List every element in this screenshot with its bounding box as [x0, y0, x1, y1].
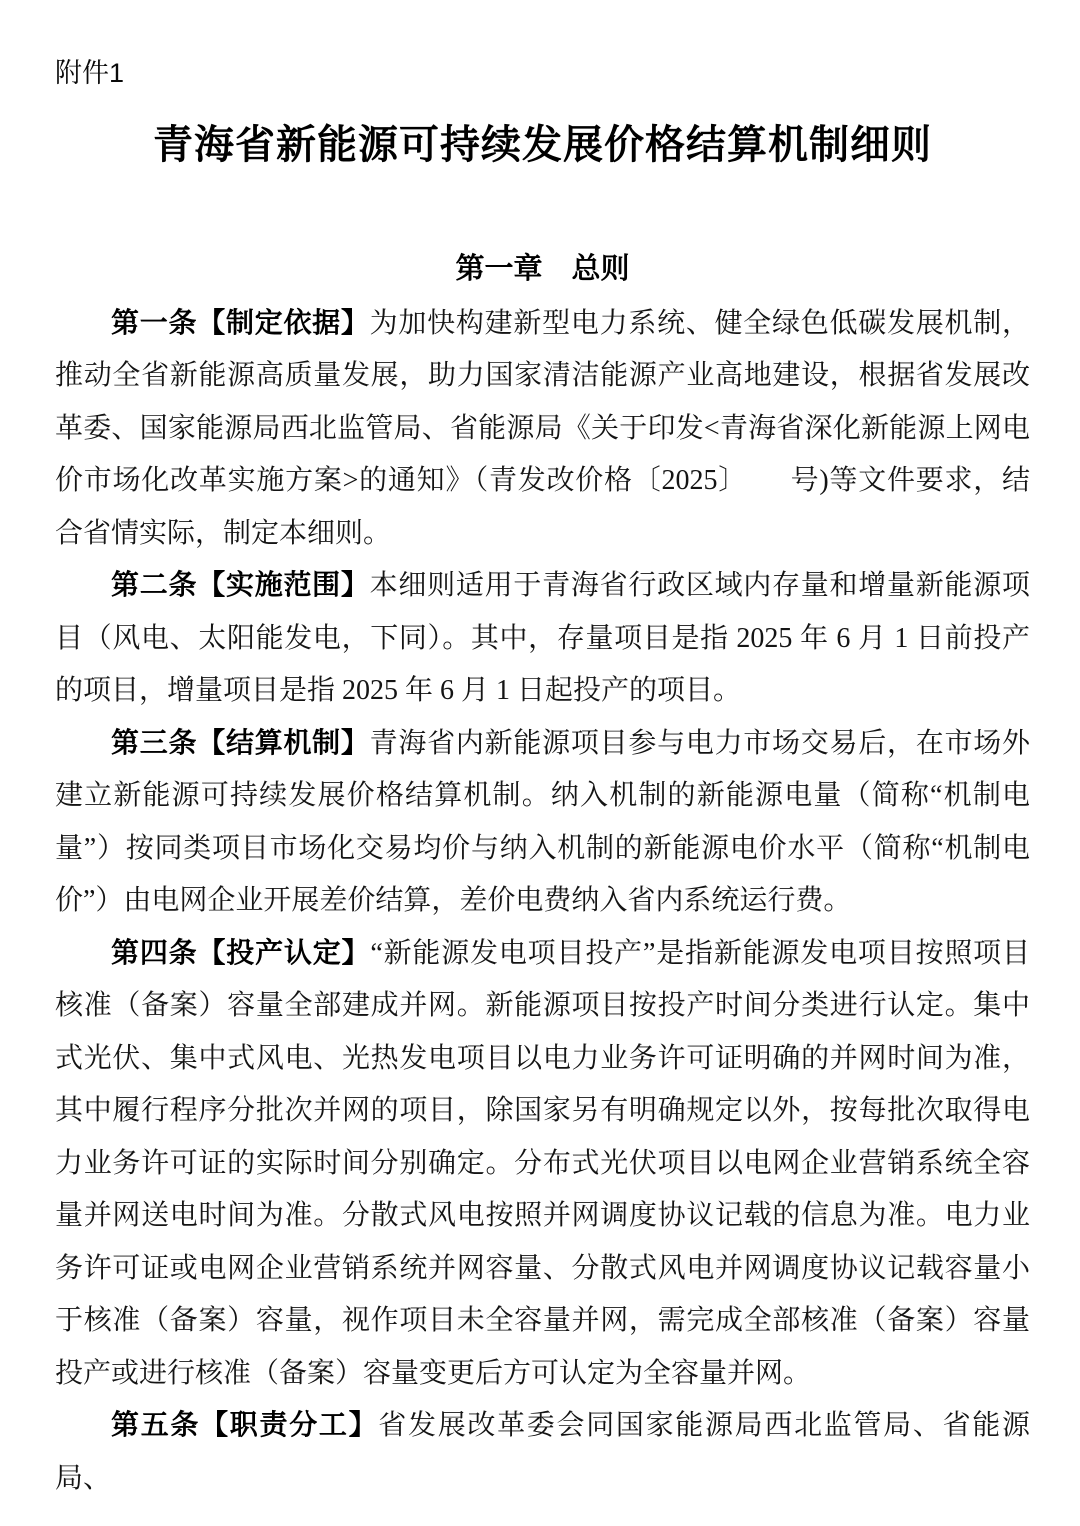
article-5-text: 省发展改革委会同国家能源局西北监管局、省能源局、 [55, 1410, 1030, 1494]
article-4-head: 第四条【投产认定】 [111, 937, 371, 969]
article-2-text: 本细则适用于青海省行政区域内存量和增量新能源项目（风电、太阳能发电，下同）。其中，存量项目是指 2025 年 6 月 1 日前投产的项目，增量项目是指 2025 年 6 月 1 日起投产的项目。 [55, 570, 1030, 707]
article-5-head: 第五条【职责分工】 [111, 1410, 379, 1442]
document-body [55, 298, 1030, 1506]
article-3 [55, 718, 1030, 928]
document-title: 青海省新能源可持续发展价格结算机制细则 [153, 122, 932, 167]
article-1-text: 为加快构建新型电力系统、健全绿色低碳发展机制，推动全省新能源高质量发展，助力国家清洁能源产业高地建设，根据省发展改革委、国家能源局西北监管局、省能源局《关于印发<青海省深化新能源上网电价市场化改革实施方案>的通知》（青发改价格〔2025〕 号)等文件要求，结合省情实际，制定本细则。 [55, 307, 1030, 549]
article-1 [55, 298, 1030, 561]
article-3-head: 第三条【结算机制】 [111, 727, 370, 759]
article-5 [55, 1400, 1030, 1505]
article-1-head: 第一条【制定依据】 [111, 307, 370, 339]
article-4 [55, 928, 1030, 1401]
attachment-label: 附件1 [55, 58, 125, 88]
chapter-heading: 第一章 总则 [455, 252, 630, 285]
article-3-text: 青海省内新能源项目参与电力市场交易后，在市场外建立新能源可持续发展价格结算机制。纳入机制的新能源电量（简称“机制电量”）按同类项目市场化交易均价与纳入机制的新能源电价水平（简称“机制电价”）由电网企业开展差价结算，差价电费纳入省内系统运行费。 [55, 727, 1030, 917]
article-2-head: 第二条【实施范围】 [111, 570, 370, 602]
article-4-text: “新能源发电项目投产”是指新能源发电项目按照项目核准（备案）容量全部建成并网。新能源项目按投产时间分类进行认定。集中式光伏、集中式风电、光热发电项目以电力业务许可证明确的并网时间为准，其中履行程序分批次并网的项目，除国家另有明确规定以外，按每批次取得电力业务许可证的实际时间分别确定。分布式光伏项目以电网企业营销系统全容量并网送电时间为准。分散式风电按照并网调度协议记载的信息为准。电力业务许可证或电网企业营销系统并网容量、分散式风电并网调度协议记载容量小于核准（备案）容量，视作项目未全容量并网，需完成全部核准（备案）容量投产或进行核准（备案）容量变更后方可认定为全容量并网。 [55, 937, 1030, 1389]
article-2 [55, 560, 1030, 718]
